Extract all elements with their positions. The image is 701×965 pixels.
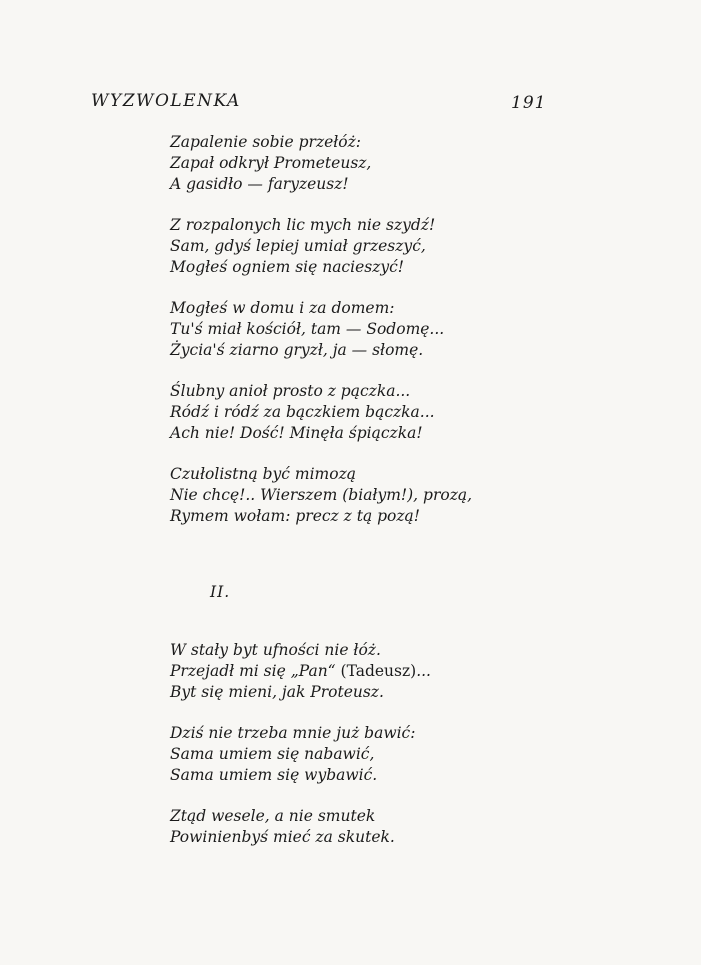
verse-fragment: ... (416, 662, 431, 680)
stanza (170, 464, 590, 527)
verse-line: Byt się mieni, jak Proteusz. (170, 683, 384, 701)
verse-line: Rymem wołam: precz z tą pozą! (170, 507, 421, 525)
verse-line: Zapał odkrył Prometeusz, (170, 154, 372, 172)
verse-line: Powinienbyś mieć za skutek. (170, 828, 395, 846)
stanza (170, 723, 590, 786)
poem-body (170, 132, 590, 868)
verse-fragment: Przejadł mi się „Pan“ (170, 662, 341, 680)
verse-line: Ach nie! Dość! Minęła śpiączka! (170, 424, 423, 442)
verse-line: Zapalenie sobie przełóż: (170, 133, 362, 151)
verse-line: Ródź i ródź za bączkiem bączka... (170, 403, 435, 421)
stanza (170, 806, 590, 848)
stanza (170, 215, 590, 278)
verse-line: Z rozpalonych lic mych nie szydź! (170, 216, 436, 234)
verse-line: Sama umiem się nabawić, (170, 745, 375, 763)
running-title: WYZWOLENKA (91, 91, 241, 111)
stanza (170, 132, 590, 195)
stanza (170, 298, 590, 361)
verse-line: Życia'ś ziarno gryzł, ja — słomę. (170, 341, 424, 359)
verse-line: Nie chcę!.. Wierszem (białym!), prozą, (170, 486, 473, 504)
verse-line: Mogłeś ogniem się nacieszyć! (170, 258, 405, 276)
verse-fragment-roman: (Tadeusz) (340, 662, 417, 680)
verse-line: Czułolistną być mimozą (170, 465, 356, 483)
verse-line: Sama umiem się wybawić. (170, 766, 378, 784)
verse-line: Tu'ś miał kościół, tam — Sodomę... (170, 320, 445, 338)
verse-line: W stały byt ufności nie łóż. (170, 641, 381, 659)
stanza (170, 640, 590, 703)
verse-line: Ztąd wesele, a nie smutek (170, 807, 376, 825)
verse-line: Mogłeś w domu i za domem: (170, 299, 395, 317)
section-heading: II. (210, 583, 231, 601)
verse-line: Dziś nie trzeba mnie już bawić: (170, 724, 416, 742)
page-number: 191 (511, 93, 547, 113)
stanza (170, 381, 590, 444)
verse-line: Ślubny anioł prosto z pączka... (170, 382, 411, 400)
verse-line (170, 661, 590, 682)
verse-line: A gasidło — faryzeusz! (170, 175, 349, 193)
verse-line: Sam, gdyś lepiej umiał grzeszyć, (170, 237, 426, 255)
